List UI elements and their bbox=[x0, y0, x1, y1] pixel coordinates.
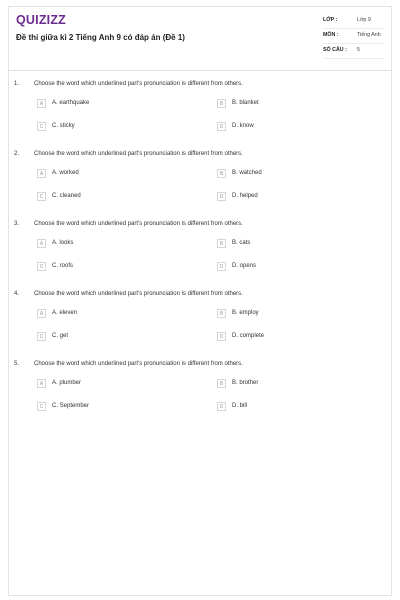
question-text: Choose the word which underlined part's pronunciation is different from others. bbox=[34, 221, 243, 227]
option-text: C. roofs bbox=[52, 263, 74, 269]
question-text: Choose the word which underlined part's pronunciation is different from others. bbox=[34, 361, 243, 367]
option-letter-box[interactable]: B bbox=[217, 99, 226, 108]
option-letter-box[interactable]: B bbox=[217, 309, 226, 318]
option-letter-box[interactable]: C bbox=[37, 192, 46, 201]
question-text: Choose the word which underlined part's pronunciation is different from others. bbox=[34, 151, 243, 157]
option-letter-box[interactable]: B bbox=[217, 379, 226, 388]
option-text: B. blanket bbox=[232, 100, 259, 106]
option-text: C. sticky bbox=[52, 123, 75, 129]
option-letter-box[interactable]: A bbox=[37, 379, 46, 388]
meta-question-count-value: 5 bbox=[357, 47, 360, 53]
option-text: D. opens bbox=[232, 263, 257, 269]
meta-subject-label: MÔN : bbox=[323, 32, 339, 38]
option-text: D. bill bbox=[232, 403, 248, 409]
option-text: B. brother bbox=[232, 380, 259, 386]
question-block bbox=[9, 221, 391, 291]
question-text: Choose the word which underlined part's pronunciation is different from others. bbox=[34, 81, 243, 87]
option-text: A. plumber bbox=[52, 380, 82, 386]
option-text: B. watched bbox=[232, 170, 262, 176]
meta-question-count-label: SỐ CÂU : bbox=[323, 47, 347, 53]
question-number: 3. bbox=[14, 221, 20, 227]
option-letter-box[interactable]: B bbox=[217, 239, 226, 248]
worksheet-title: Đề thi giữa kì 2 Tiếng Anh 9 có đáp án (Đề 1) bbox=[16, 33, 185, 42]
worksheet-page bbox=[8, 6, 392, 596]
question-number: 4. bbox=[14, 291, 20, 297]
option-letter-box[interactable]: C bbox=[37, 262, 46, 271]
meta-grade bbox=[323, 13, 385, 29]
option-letter-box[interactable]: A bbox=[37, 309, 46, 318]
meta-grade-label: LỚP : bbox=[323, 17, 338, 23]
question-number: 2. bbox=[14, 151, 20, 157]
option-letter-box[interactable]: C bbox=[37, 402, 46, 411]
meta-grade-value: Lớp 9 bbox=[357, 17, 371, 23]
option-letter-box[interactable]: D bbox=[217, 192, 226, 201]
meta-subject bbox=[323, 28, 385, 44]
meta-question-count bbox=[323, 43, 385, 59]
question-block bbox=[9, 361, 391, 431]
option-letter-box[interactable]: D bbox=[217, 122, 226, 131]
worksheet-header bbox=[9, 7, 391, 71]
option-letter-box[interactable]: A bbox=[37, 99, 46, 108]
option-letter-box[interactable]: D bbox=[217, 262, 226, 271]
option-text: B. employ bbox=[232, 310, 259, 316]
option-letter-box[interactable]: D bbox=[217, 332, 226, 341]
quizizz-logo: QUIZIZZ bbox=[16, 13, 67, 27]
question-number: 5. bbox=[14, 361, 20, 367]
option-text: A. earthquake bbox=[52, 100, 90, 106]
option-text: B. cats bbox=[232, 240, 251, 246]
option-text: D. know bbox=[232, 123, 254, 129]
option-text: C. cleaned bbox=[52, 193, 81, 199]
question-number: 1. bbox=[14, 81, 20, 87]
question-text: Choose the word which underlined part's pronunciation is different from others. bbox=[34, 291, 243, 297]
question-block bbox=[9, 291, 391, 361]
option-letter-box[interactable]: D bbox=[217, 402, 226, 411]
option-text: A. eleven bbox=[52, 310, 78, 316]
option-letter-box[interactable]: C bbox=[37, 122, 46, 131]
option-text: D. complete bbox=[232, 333, 265, 339]
option-letter-box[interactable]: C bbox=[37, 332, 46, 341]
option-letter-box[interactable]: B bbox=[217, 169, 226, 178]
question-block bbox=[9, 151, 391, 221]
question-block bbox=[9, 81, 391, 151]
option-letter-box[interactable]: A bbox=[37, 169, 46, 178]
option-text: C. get bbox=[52, 333, 69, 339]
meta-subject-value: Tiếng Anh bbox=[357, 32, 381, 38]
option-text: D. helped bbox=[232, 193, 258, 199]
option-text: A. looks bbox=[52, 240, 74, 246]
option-text: A. worked bbox=[52, 170, 79, 176]
option-letter-box[interactable]: A bbox=[37, 239, 46, 248]
option-text: C. September bbox=[52, 403, 90, 409]
